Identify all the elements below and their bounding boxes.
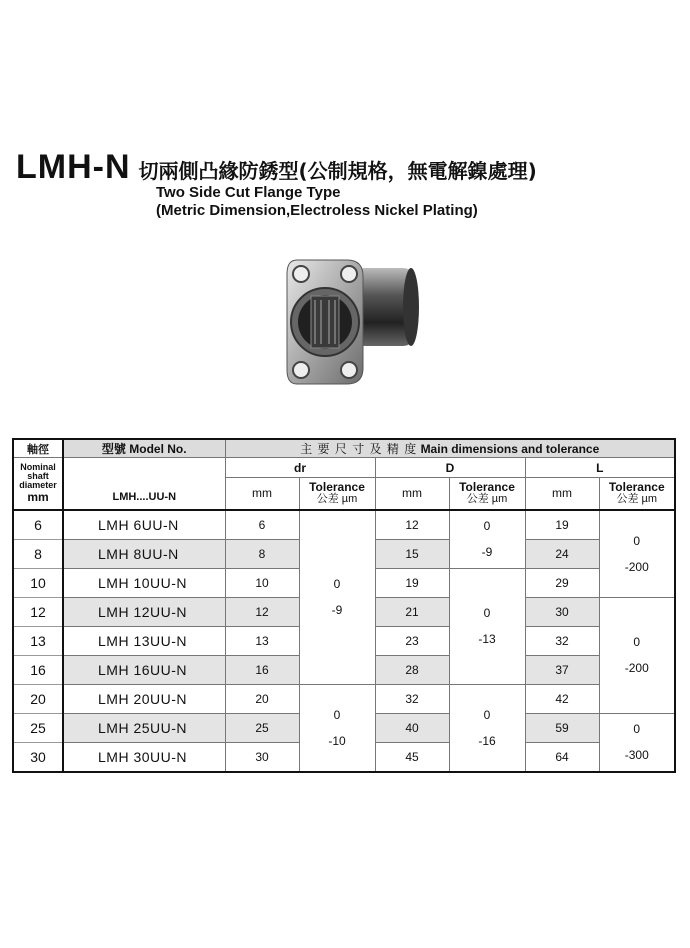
model-code: LMH-N <box>16 148 131 186</box>
L-tolerance-group-3 <box>599 713 675 772</box>
main-header-en: Main dimensions and tolerance <box>420 442 600 456</box>
L-tol-upper: 0 <box>633 722 641 736</box>
shaft-header-cn: 軸徑 <box>13 439 63 458</box>
L-tolerance-group-2 <box>599 597 675 713</box>
dr-value: 10 <box>225 568 299 597</box>
dr-tol-upper: 0 <box>333 707 341 722</box>
D-tol-lower: -13 <box>478 632 496 646</box>
chinese-title: 切兩側凸緣防銹型(公制規格，無電解鎳處理) <box>138 159 537 183</box>
dr-mm-header: mm <box>225 478 299 510</box>
D-tolerance-group-1 <box>449 510 525 569</box>
mount-hole-2 <box>341 266 357 282</box>
dr-value: 8 <box>225 539 299 568</box>
shaft-diameter: 30 <box>13 742 63 772</box>
dr-value: 12 <box>225 597 299 626</box>
L-value: 37 <box>525 655 599 684</box>
D-tol-upper: 0 <box>483 606 491 620</box>
D-value: 21 <box>375 597 449 626</box>
dr-tol-upper: 0 <box>333 577 341 591</box>
L-value: 42 <box>525 684 599 713</box>
D-tol-lower: -16 <box>478 733 496 748</box>
D-value: 40 <box>375 713 449 742</box>
dr-header: dr <box>225 458 375 478</box>
bushing-end <box>403 268 419 346</box>
model-pattern-header <box>63 458 225 510</box>
L-tol-upper: 0 <box>633 635 641 649</box>
dr-tolerance-label: Tolerance <box>309 480 365 495</box>
mount-hole-3 <box>293 362 309 378</box>
D-tolerance-label: Tolerance <box>459 480 515 495</box>
dr-value: 20 <box>225 684 299 713</box>
model-number: LMH 8UU-N <box>63 539 225 568</box>
model-number: LMH 20UU-N <box>63 684 225 713</box>
shaft-diameter: 25 <box>13 713 63 742</box>
dr-value: 6 <box>225 510 299 540</box>
table-row <box>13 684 675 713</box>
L-value: 24 <box>525 539 599 568</box>
linear-bushing-photo <box>285 252 425 392</box>
L-mm-header: mm <box>525 478 599 510</box>
L-tol-lower: -300 <box>624 748 649 762</box>
main-header-cn: 主 要 尺 寸 及 精 度 <box>300 442 418 456</box>
dr-tolerance-group-1 <box>299 510 375 685</box>
dr-tol-lower: -10 <box>328 733 346 748</box>
D-value: 45 <box>375 742 449 772</box>
L-header: L <box>525 458 675 478</box>
D-header: D <box>375 458 525 478</box>
L-value: 32 <box>525 626 599 655</box>
mount-hole-1 <box>293 266 309 282</box>
shaft-header-en-2: shaft <box>27 470 49 481</box>
D-value: 28 <box>375 655 449 684</box>
L-tol-upper: 0 <box>633 533 641 548</box>
D-value: 19 <box>375 568 449 597</box>
L-value: 19 <box>525 510 599 540</box>
shaft-diameter: 10 <box>13 568 63 597</box>
main-dimensions-header <box>225 439 675 458</box>
shaft-header-en <box>13 458 63 510</box>
table-row <box>13 510 675 540</box>
model-number: LMH 13UU-N <box>63 626 225 655</box>
D-value: 15 <box>375 539 449 568</box>
shaft-diameter: 8 <box>13 539 63 568</box>
D-tolerance-group-2 <box>449 568 525 684</box>
dr-tolerance-group-2 <box>299 684 375 772</box>
L-value: 59 <box>525 713 599 742</box>
dr-value: 16 <box>225 655 299 684</box>
D-mm-header: mm <box>375 478 449 510</box>
D-value: 32 <box>375 684 449 713</box>
model-number: LMH 12UU-N <box>63 597 225 626</box>
shaft-header-unit: mm <box>27 489 49 504</box>
english-title-line1: Two Side Cut Flange Type <box>156 184 341 201</box>
model-pattern: LMH....UU-N <box>112 490 177 503</box>
L-tolerance-sub: 公差 µm <box>616 493 658 506</box>
model-number: LMH 30UU-N <box>63 742 225 772</box>
L-value: 29 <box>525 568 599 597</box>
shaft-diameter: 13 <box>13 626 63 655</box>
shaft-diameter: 16 <box>13 655 63 684</box>
dr-tolerance-sub: 公差 µm <box>316 493 358 506</box>
D-value: 12 <box>375 510 449 540</box>
dr-tolerance-header <box>299 478 375 510</box>
D-tolerance-group-3 <box>449 684 525 772</box>
dr-value: 25 <box>225 713 299 742</box>
dr-tol-lower: -9 <box>331 603 343 617</box>
D-tol-upper: 0 <box>483 519 491 533</box>
model-number: LMH 6UU-N <box>63 510 225 540</box>
L-value: 30 <box>525 597 599 626</box>
title-row <box>16 148 537 187</box>
model-number: LMH 10UU-N <box>63 568 225 597</box>
shaft-diameter: 20 <box>13 684 63 713</box>
D-tol-lower: -9 <box>481 545 493 559</box>
mount-hole-4 <box>341 362 357 378</box>
shaft-header-en-1: Nominal <box>20 461 56 472</box>
shaft-diameter: 12 <box>13 597 63 626</box>
L-tolerance-group-1 <box>599 510 675 598</box>
model-number: LMH 25UU-N <box>63 713 225 742</box>
D-value: 23 <box>375 626 449 655</box>
L-tolerance-header <box>599 478 675 510</box>
dimension-table <box>12 438 676 773</box>
dr-value: 30 <box>225 742 299 772</box>
model-header-cn: 型號 <box>101 442 126 456</box>
model-number: LMH 16UU-N <box>63 655 225 684</box>
L-value: 64 <box>525 742 599 772</box>
D-tolerance-sub: 公差 µm <box>466 493 508 506</box>
L-tol-lower: -200 <box>624 661 649 675</box>
shaft-header-en-3: diameter <box>19 479 57 490</box>
model-header-en: Model No. <box>129 442 187 456</box>
D-tol-upper: 0 <box>483 707 491 722</box>
L-tolerance-label: Tolerance <box>608 480 665 495</box>
L-tol-lower: -200 <box>624 559 649 574</box>
english-title-line2: (Metric Dimension,Electroless Nickel Plating) <box>156 202 478 219</box>
model-header <box>63 439 225 458</box>
dr-value: 13 <box>225 626 299 655</box>
D-tolerance-header <box>449 478 525 510</box>
shaft-diameter: 6 <box>13 510 63 540</box>
